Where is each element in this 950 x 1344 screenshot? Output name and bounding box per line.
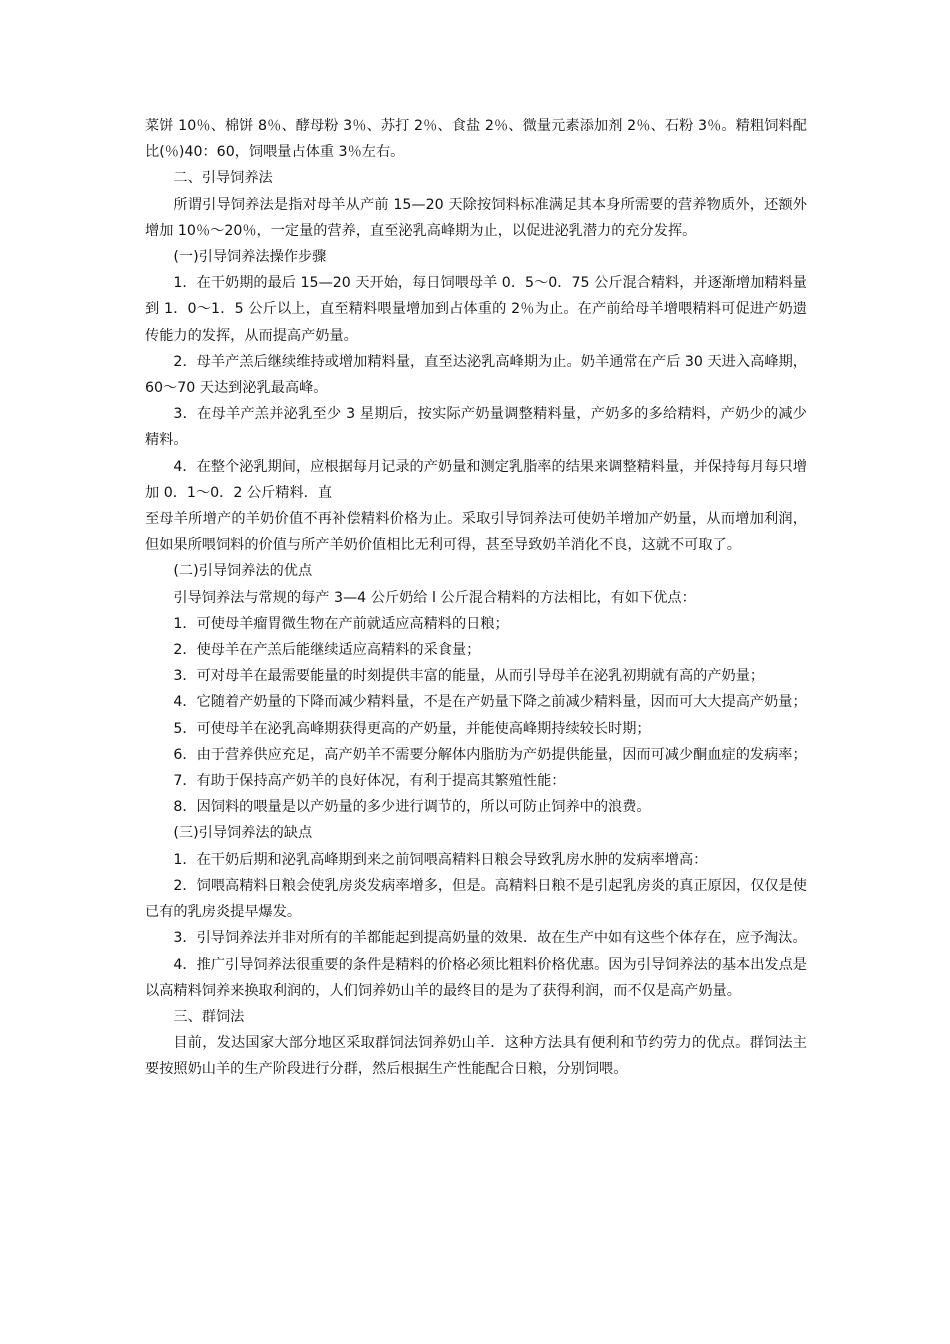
section-heading-group-feeding: 三、群饲法 xyxy=(173,1008,245,1025)
document-page xyxy=(145,113,807,1083)
step-1: 1．在干奶期的最后 15—20 天开始，每日饲喂母羊 0．5～0．75 公斤混合精料，并逐渐增加精料量到 1．0～1．5 公斤以上，直至精料喂量增加到占体重的 2％为止。在产前给母羊增喂精料可促进产奶遗传能力的发挥，从而提高产奶量。 xyxy=(145,275,807,344)
subheading-disadvantages: (三)引导饲养法的缺点 xyxy=(173,825,313,842)
disadvantage-4: 4．推广引导饲养法很重要的条件是精料的价格必须比粗料价格优惠。因为引导饲养法的基本出发点是以高精料饲养来换取利润的，人们饲养奶山羊的最终目的是为了获得利润，而不仅是高产奶量。 xyxy=(145,956,807,999)
subheading-advantages: (二)引导饲养法的优点 xyxy=(173,563,313,580)
advantage-5: 5．可使母羊在泌乳高峰期获得更高的产奶量，并能使高峰期持续较长时期； xyxy=(173,720,651,737)
advantage-4: 4．它随着产奶量的下降而减少精料量，不是在产奶量下降之前减少精料量，因而可大大提高产奶量； xyxy=(173,694,807,711)
step-3: 3．在母羊产羔并泌乳至少 3 星期后，按实际产奶量调整精料量，产奶多的多给精料，产奶少的减少精料。 xyxy=(145,406,807,449)
advantage-2: 2．使母羊在产羔后能继续适应高精料的采食量； xyxy=(173,642,481,659)
advantage-3: 3．可对母羊在最需要能量的时刻提供丰富的能量，从而引导母羊在泌乳初期就有高的产奶量； xyxy=(173,668,765,685)
advantage-6: 6．由于营养供应充足，高产奶羊不需要分解体内脂肪为产奶提供能量，因而可减少酮血症的发病率； xyxy=(173,746,807,763)
paragraph-advantages-intro: 引导饲养法与常规的每产 3—4 公斤奶给 l 公斤混合精料的方法相比，有如下优点： xyxy=(173,589,696,606)
paragraph-guided-feeding-definition: 所谓引导饲养法是指对母羊从产前 15—20 天除按饲料标准满足其本身所需要的营养物质外，还额外增加 10％～20％，一定量的营养，直至泌乳高峰期为止，以促进泌乳潜力的充分发挥。 xyxy=(145,196,807,239)
disadvantage-1: 1．在干奶后期和泌乳高峰期到来之前饲喂高精料日粮会导致乳房水肿的发病率增高： xyxy=(173,851,708,868)
disadvantage-2: 2．饲喂高精料日粮会使乳房炎发病率增多，但是。高精料日粮不是引起乳房炎的真正原因，仅仅是使已有的乳房炎提早爆发。 xyxy=(145,877,807,921)
paragraph-group-feeding: 目前，发达国家大部分地区采取群饲法饲养奶山羊．这种方法具有便利和节约劳力的优点。群饲法主要按照奶山羊的生产阶段进行分群，然后根据生产性能配合日粮，分别饲喂。 xyxy=(145,1035,807,1078)
disadvantage-3: 3．引导饲养法并非对所有的羊都能起到提高奶量的效果．故在生产中如有这些个体存在，应予淘汰。 xyxy=(173,930,807,947)
step-4: 4．在整个泌乳期间，应根据每月记录的产奶量和测定乳脂率的结果来调整精料量，并保持每月每只增加 0．1～0．2 公斤精料．直 xyxy=(145,458,807,501)
advantage-7: 7．有助于保持高产奶羊的良好体况，有利于提高其繁殖性能： xyxy=(173,773,566,790)
paragraph-feed-formula: 菜饼 10％、棉饼 8％、酵母粉 3％、苏打 2％、食盐 2％、微量元素添加剂 2％、石粉 3％。精粗饲料配比(％)40：60，饲喂量占体重 3％左右。 xyxy=(145,118,807,161)
advantage-8: 8．因饲料的喂量是以产奶量的多少进行调节的，所以可防止饲养中的浪费。 xyxy=(173,799,651,816)
section-heading-guided-feeding: 二、引导饲养法 xyxy=(173,170,273,187)
step-4-continued: 至母羊所增产的羊奶价值不再补偿精料价格为止。采取引导饲养法可使奶羊增加产奶量，从而增加利润，但如果所喂饲料的价值与所产羊奶价值相比无利可得，甚至导致奶羊消化不良，这就不可取了。 xyxy=(145,511,807,554)
subheading-operation-steps: (一)引导饲养法操作步骤 xyxy=(173,249,327,266)
advantage-1: 1．可使母羊瘤胃微生物在产前就适应高精料的日粮； xyxy=(173,615,509,632)
step-2: 2．母羊产羔后继续维持或增加精料量，直至达泌乳高峰期为止。奶羊通常在产后 30 天进入高峰期，60～70 天达到泌乳最高峰。 xyxy=(145,353,807,397)
